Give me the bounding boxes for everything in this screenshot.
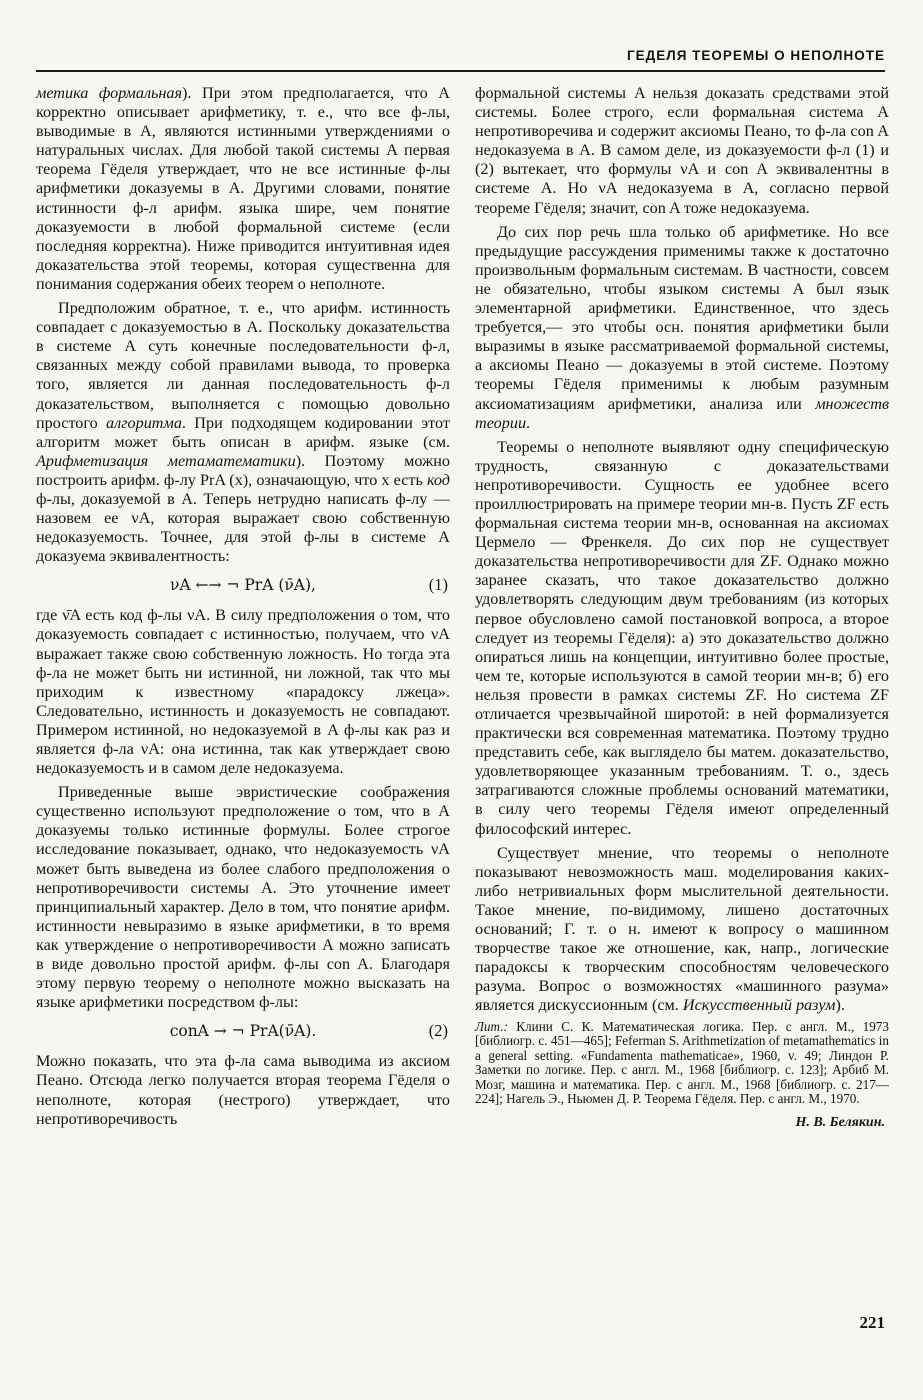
left-paragraph-5: Можно показать, что эта ф-ла сама выводима из аксиом Пеано. Отсюда легко получается вторая теорема Гёделя о неполноте, которая (нестрого) утверждает, что непротиворечивость <box>36 1052 450 1128</box>
formula-2-number: (2) <box>428 1021 448 1041</box>
formula-1-expression: νA ←→ ¬ PrA (ν̄A), <box>170 576 316 595</box>
page-number: 221 <box>859 1313 885 1332</box>
text-run: ). Поэтому можно построить арифм. ф-лу PrA (x), означающую, что x есть <box>36 451 450 489</box>
right-paragraph-1: формальной системы A нельзя доказать средствами этой системы. Более строго, если формальная система A непротиворечива и содержит аксиомы Пеано, то ф-ла con A недоказуема в A. В самом деле, из доказуемости ф-л (1) и (2) вытекает, что формулы νA и con A эквивалентны в системе A. Но νA недоказуема в A, согласно первой теореме Гёделя; значит, con A тоже недоказуема. <box>475 84 889 217</box>
left-paragraph-2 <box>36 299 450 566</box>
link-term: множеств теории <box>475 394 889 432</box>
literature-references <box>475 1020 889 1108</box>
link-term: код <box>426 470 450 489</box>
text-run: ). При этом предполагается, что A корректно описывает арифметику, т. е., что все ф-лы, выводимые в A, являются истинными утверждениями о натуральных числах. Для любой такой системы A первая теорема Гёделя утверждает, что не все истинные ф-лы арифметики доказуемы в A. Другими словами, понятие истинности ф-л арифм. языка шире, чем понятие доказуемости в любой формальной системе (если последняя корректна). Ниже приводится интуитивная идея доказательства этой теоремы, которая существенна для понимания содержания обеих теорем о неполноте. <box>36 84 450 293</box>
text-run: . При подходящем кодировании этот алгоритм может быть описан в арифм. языке (см. <box>36 413 450 451</box>
text-run: Существует мнение, что теоремы о неполноте показывают невозможность маш. моделирования каких-либо нетривиальных форм мыслительной деятельности. Такое мнение, по-видимому, лишено достаточных оснований; Г. т. о н. имеют к вопросу о машинном творчестве такое же отношение, как, напр., логические парадоксы к творческим способностям человеческого разума. Вопрос о возможностях «машинного разума» является дискуссионным (см. <box>475 843 889 1015</box>
left-paragraph-4: Приведенные выше эвристические соображения существенно используют предположение о том, что в A доказуемы только истинные формулы. Более строгое исследование показывает, однако, что недоказуемость νA может быть выведена из более слабого предположения о непротиворечивости системы A. Это уточнение имеет принципиальный характер. Дело в том, что понятие арифм. истинности невыразимо в языке арифметики, в то время как утверждение о непротиворечивости A можно записать в виде довольно простой арифм. ф-лы con A. Благодаря этому первую теорему о неполноте можно высказать на языке арифметики посредством ф-лы: <box>36 783 450 1012</box>
literature-text: Клини С. К. Математическая логика. Пер. с англ. М., 1973 [библиогр. с. 451—465]; Feferman S. Arithmetization of metamathematics in a general setting. «Fundamenta mathematicae», 1960, v. 49; Линдон Р. Заметки по логике. Пер. с англ. М., 1968 [библиогр. с. 123]; Арбиб М. Мозг, машина и математика. Пер. с англ. М., 1968 [библиогр. с. 217—224]; Нагель Э., Ньюмен Д. Р. Теорема Гёделя. Пер. с англ. М., 1970. <box>475 1018 889 1107</box>
literature-label: Лит.: <box>475 1018 508 1034</box>
right-column <box>475 84 889 1132</box>
running-header <box>36 44 885 72</box>
text-run: . <box>526 413 531 432</box>
link-term: алгоритма <box>106 413 182 432</box>
link-term: Арифметизация метаматематики <box>36 451 296 470</box>
right-paragraph-2 <box>475 223 889 433</box>
text-run: ф-лы, доказуемой в A. Теперь нетрудно написать ф-лу — назовем ее νA, которая выражает свою собственную недоказуемость. Точнее, для этой ф-лы в системе A доказуема эквивалентность: <box>36 489 450 566</box>
formula-1 <box>36 574 450 596</box>
header-title: ГЕДЕЛЯ ТЕОРЕМЫ О НЕПОЛНОТЕ <box>626 48 885 63</box>
left-paragraph-1 <box>36 84 450 294</box>
text-run: ). <box>835 996 845 1015</box>
article-author: Н. В. Белякин. <box>795 1115 885 1131</box>
formula-2 <box>36 1020 450 1042</box>
text-run: Предположим обратное, т. е., что арифм. истинность совпадает с доказуемостью в A. Поскольку доказательства в системе A суть конечные последовательности ф-л, связанных между собой правилами вывода, то проверка того, является ли данная последовательность ф-л доказательством, выполняется с помощью довольно простого <box>36 299 450 432</box>
formula-1-number: (1) <box>428 575 448 595</box>
right-paragraph-4 <box>475 844 889 1016</box>
text-run: До сих пор речь шла только об арифметике. Но все предыдущие рассуждения применимы также к достаточно произвольным формальным системам. В частности, совсем не обязательно, чтобы языком системы A был язык элементарной арифметики. Единственное, что здесь требуется,— это чтобы осн. понятия арифметики были выразимы в языке рассматриваемой формальной системы, а аксиомы Пеано — доказуемы в этой системе. Поэтому теоремы Гёделя применимы к любым разумным аксиоматизациям арифметики, анализа или <box>475 222 889 413</box>
link-term: Искусственный разум <box>682 996 836 1015</box>
left-paragraph-3: где ν̄A есть код ф-лы νA. В силу предположения о том, что доказуемость совпадает с истинностью, получаем, что νA выражает также свою собственную ложность. Но тогда эта ф-ла не может быть ни истинной, ни ложной, так что мы приходим к известному «парадоксу лжеца». Следовательно, истинность и доказуемость не совпадают. Примером истинной, но недоказуемой в A ф-лы как раз и является ф-ла νA: она истинна, так как утверждает свою недоказуемость и в самом деле недоказуема. <box>36 606 450 778</box>
right-paragraph-3: Теоремы о неполноте выявляют одну специфическую трудность, связанную с доказательствами непротиворечивости. Сущность ее удобнее всего проиллюстрировать на примере теории мн-в. Пусть ZF есть формальная система теории мн-в, основанная на аксиомах Цермело — Френкеля. До сих пор не существует доказательства непротиворечивости для ZF. Однако можно заранее сказать, что такое доказательство должно удовлетворять следующим двум требованиям (из которых первое обусловлено самой постановкой вопроса, а второе следует из теоремы Гёделя): а) это доказательство должно опираться лишь на концепции, интуитивно более простые, чем те, которые используются в самой теории мн-в; б) его нельзя провести в рамках системы ZF. Но система ZF отличается чрезвычайной широтой: в ней формализуется практически вся современная математика. Поэтому трудно представить себе, как выглядело бы матем. доказательство, удовлетворяющее указанным требованиям. Т. о., здесь затрагиваются сложные проблемы оснований математики, в силу чего теоремы Гёделя имеют определенный философский интерес. <box>475 437 889 838</box>
formula-2-expression: conA → ¬ PrA(ν̄A). <box>169 1022 317 1041</box>
link-term: метика формальная <box>36 84 183 102</box>
left-column <box>36 84 450 1129</box>
